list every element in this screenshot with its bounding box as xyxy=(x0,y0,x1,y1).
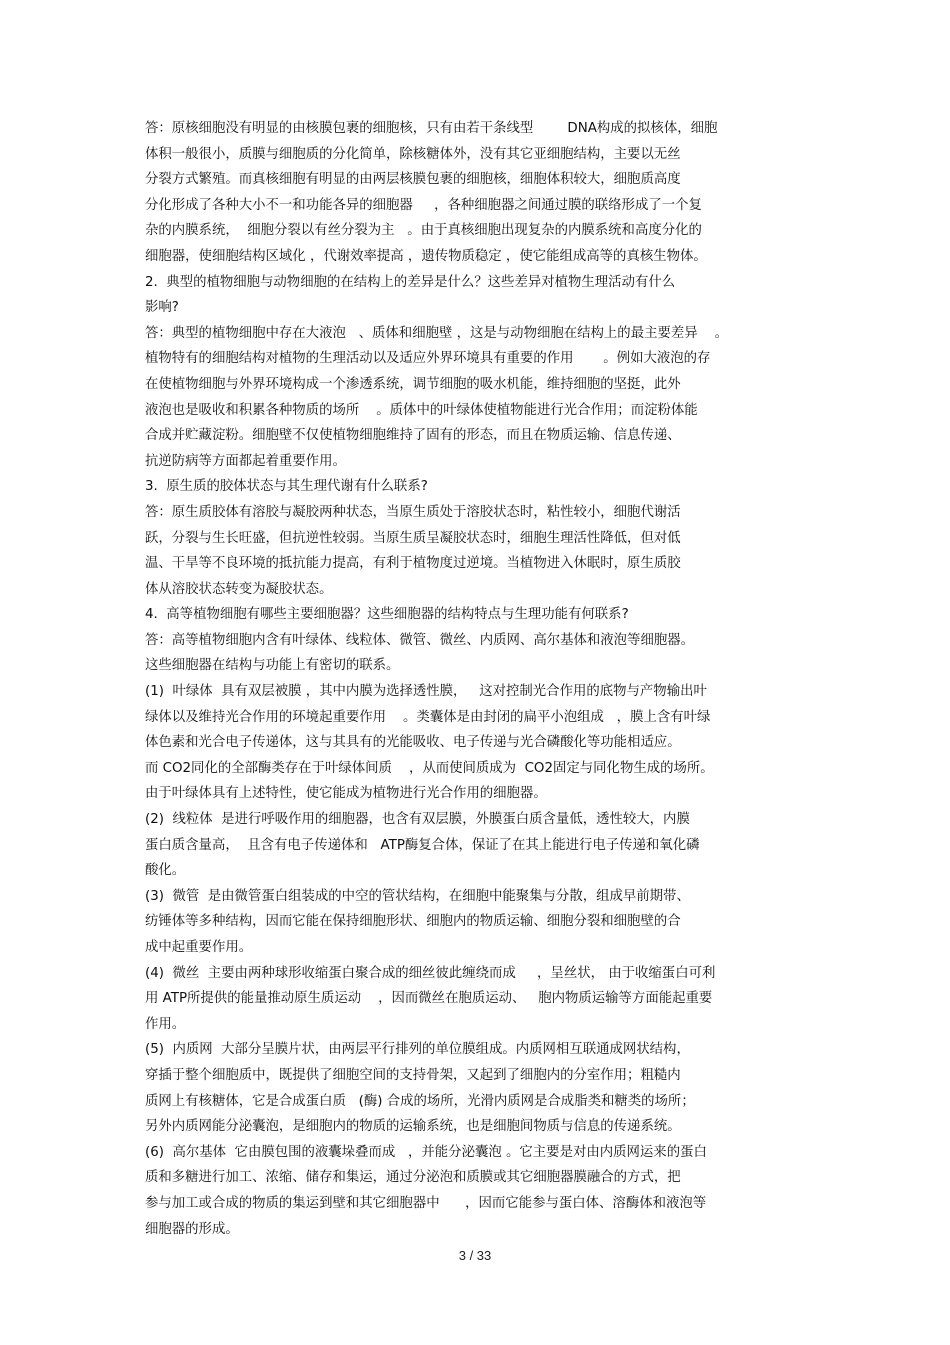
question-heading: 2. 典型的植物细胞与动物细胞的在结构上的差异是什么？这些差异对植物生理活动有什么 xyxy=(145,274,676,290)
text-line: 分化形成了各种大小不一和功能各异的细胞器 ，各种细胞器之间通过膜的联络形成了一个复 xyxy=(145,197,702,213)
text-line: 影响? xyxy=(145,300,179,316)
text-line: 答：原核细胞没有明显的由核膜包裹的细胞核，只有由若干条线型 DNA构成的拟核体，细胞 xyxy=(145,121,718,136)
text-line: 杂的内膜系统， 细胞分裂以有丝分裂为主 。由于真核细胞出现复杂的内膜系统和高度分化的 xyxy=(145,223,702,239)
text-line: 另外内质网能分泌囊泡，是细胞内的物质的运输系统，也是细胞间物质与信息的传递系统。 xyxy=(145,1119,681,1135)
text-line: (2) 线粒体 是进行呼吸作用的细胞器，也含有双层膜，外膜蛋白质含量低，透性较大，内膜 xyxy=(145,812,690,828)
text-line: 参与加工或合成的物质的集运到壁和其它细胞器中 ，因而它能参与蛋白体、溶酶体和液泡等 xyxy=(145,1195,707,1211)
text-line: 穿插于整个细胞质中，既提供了细胞空间的支持骨架，又起到了细胞内的分室作用；粗糙内 xyxy=(145,1067,681,1083)
text-line: 绿体以及维持光合作用的环境起重要作用 。类囊体是由封闭的扁平小泡组成 ，膜上含有叶绿 xyxy=(145,709,711,725)
text-line: 体从溶胶状态转变为凝胶状态。 xyxy=(145,581,333,597)
text-line: 抗逆防病等方面都起着重要作用。 xyxy=(145,453,346,469)
text-line: (5) 内质网 大部分呈膜片状，由两层平行排列的单位膜组成。内质网相互联通成网状结构， xyxy=(145,1042,690,1058)
text-line: 体色素和光合电子传递体，这与其具有的光能吸收、电子传递与光合磷酸化等功能相适应。 xyxy=(145,735,681,751)
page-number: 3 / 33 xyxy=(458,1248,492,1263)
text-line: 细胞器的形成。 xyxy=(145,1221,239,1237)
text-line: 答：典型的植物细胞中存在大液泡 、质体和细胞壁 ，这是与动物细胞在结构上的最主要差异 。 xyxy=(145,325,729,341)
text-line: 酸化。 xyxy=(145,863,186,879)
text-line: (3) 微管 是由微管蛋白组装成的中空的管状结构，在细胞中能聚集与分散，组成早前期带、 xyxy=(145,888,690,904)
text-line: 蛋白质含量高， 且含有电子传递体和 ATP酶复合体，保证了在其上能进行电子传递和氧化磷 xyxy=(145,837,700,853)
question-heading: 3. 原生质的胶体状态与其生理代谢有什么联系? xyxy=(145,479,428,495)
text-line: (1) 叶绿体 具有双层被膜 ，其中内膜为选择透性膜， 这对控制光合作用的底物与产物输出叶 xyxy=(145,684,707,700)
text-line: 答：高等植物细胞内含有叶绿体、线粒体、微管、微丝、内质网、高尔基体和液泡等细胞器。 xyxy=(145,632,695,648)
text-line: 用 ATP所提供的能量推动原生质运动 ，因而微丝在胞质运动、 胞内物质运输等方面能起重要 xyxy=(145,991,713,1007)
text-line: 成中起重要作用。 xyxy=(145,940,253,955)
text-line: 在使植物细胞与外界环境构成一个渗透系统，调节细胞的吸水机能，维持细胞的坚挺，此外 xyxy=(145,376,681,392)
text-line: 分裂方式繁殖。而真核细胞有明显的由两层核膜包裹的细胞核，细胞体积较大，细胞质高度 xyxy=(145,172,681,188)
text-line: 体积一般很小，质膜与细胞质的分化简单，除核糖体外，没有其它亚细胞结构，主要以无丝 xyxy=(145,146,681,162)
text-line: 质和多糖进行加工、浓缩、储存和集运，通过分泌泡和质膜或其它细胞器膜融合的方式，把 xyxy=(145,1170,681,1186)
text-line: 温、干旱等不良环境的抵抗能力提高，有利于植物度过逆境。当植物进入休眠时，原生质胶 xyxy=(145,556,681,572)
text-line: 纺锤体等多种结构，因而它能在保持细胞形状、细胞内的物质运输、细胞分裂和细胞壁的合 xyxy=(145,914,681,930)
text-line: (6) 高尔基体 它由膜包围的液囊垛叠而成 ，并能分泌囊泡 。它主要是对由内质网运来的蛋白 xyxy=(145,1144,707,1160)
text-line: 质网上有核糖体，它是合成蛋白质 (酶) 合成的场所，光滑内质网是合成脂类和糖类的场所； xyxy=(145,1093,695,1109)
text-line: 答：原生质胶体有溶胶与凝胶两种状态，当原生质处于溶胶状态时，粘性较小，细胞代谢活 xyxy=(145,504,681,520)
text-line: 跃，分裂与生长旺盛，但抗逆性较弱。当原生质呈凝胶状态时，细胞生理活性降低，但对低 xyxy=(145,530,681,546)
text-line: 而 CO2同化的全部酶类存在于叶绿体间质 ，从而使间质成为 CO2固定与同化物生成的场所。 xyxy=(145,760,714,776)
text-line: 植物特有的细胞结构对植物的生理活动以及适应外界环境具有重要的作用 。例如大液泡的存 xyxy=(145,351,711,367)
text-line: 细胞器，使细胞结构区域化 ，代谢效率提高 ，遗传物质稳定 ，使它能组成高等的真核生物体。 xyxy=(145,248,707,264)
text-line: 由于叶绿体具有上述特性，使它能成为植物进行光合作用的细胞器。 xyxy=(145,786,547,802)
text-line: (4) 微丝 主要由两种球形收缩蛋白聚合成的细丝彼此缠绕而成 ，呈丝状， 由于收缩蛋白可利 xyxy=(145,965,716,981)
document-body xyxy=(145,116,810,1242)
question-heading: 4. 高等植物细胞有哪些主要细胞器？这些细胞器的结构特点与生理功能有何联系? xyxy=(145,607,629,623)
text-line: 作用。 xyxy=(145,1016,186,1032)
text-line: 这些细胞器在结构与功能上有密切的联系。 xyxy=(145,658,400,674)
text-line: 液泡也是吸收和积累各种物质的场所 。质体中的叶绿体使植物能进行光合作用；而淀粉体能 xyxy=(145,402,698,418)
text-line: 合成并贮藏淀粉。细胞壁不仅使植物细胞维持了固有的形态，而且在物质运输、信息传递、 xyxy=(145,428,681,444)
